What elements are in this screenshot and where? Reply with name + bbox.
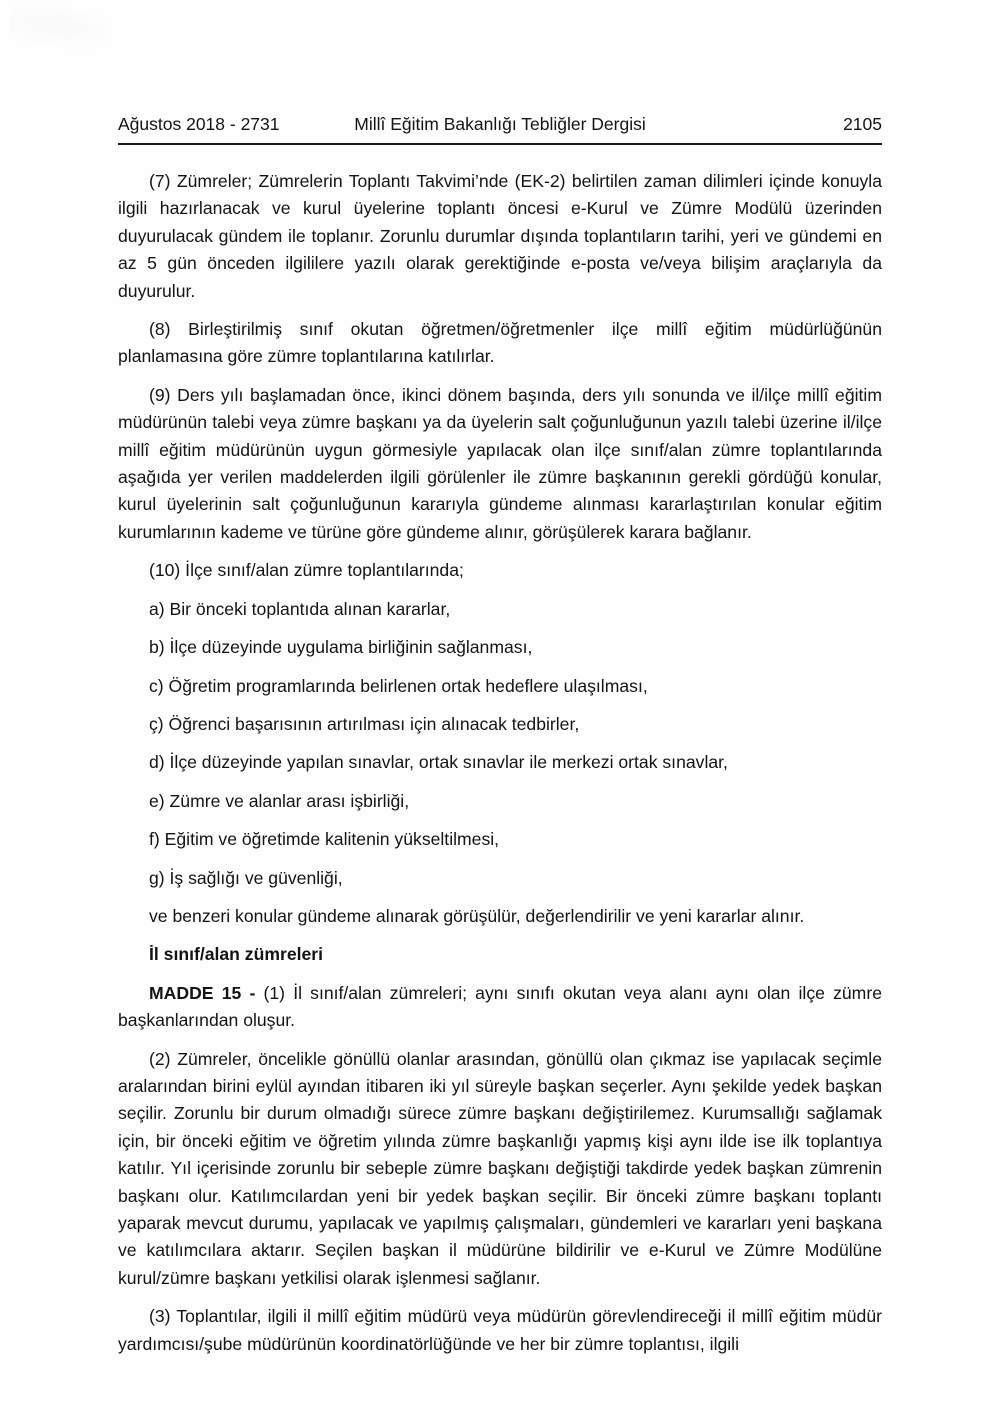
paragraph-8: (8) Birleştirilmiş sınıf okutan öğretmen/öğretmenler ilçe millî eğitim müdürlüğünün planlamasına göre zümre toplantılarına katılırlar. (118, 319, 882, 367)
paragraph-15-2: (2) Zümreler, öncelikle gönüllü olanlar arasından, gönüllü olan çıkmaz ise yapılacak seçimle aralarından birini eylül ayından itibaren iki yıl süreyle başkan seçerler. Aynı şekilde yedek başkan seçilir. Zorunlu bir durum olmadığı sürece zümre başkanı değiştirilemez. Kurumsallığı sağlamak için, bir önceki eğitim ve öğretim yılında zümre başkanlığı yapmış kişi aynı ilde ise ilk toplantıya katılır. Yıl içerisinde zorunlu bir sebeple zümre başkanı değiştiği takdirde yedek başkan zümrenin başkanı olur. Katılımcılardan yeni bir yedek başkan seçilir. Bir önceki zümre başkanı toplantı yaparak mevcut durumu, yapılacak ve yapılmış çalışmaları, gündemleri ve kararları yeni başkana ve katılımcılara aktarır. Seçilen başkan il müdürüne bildirilir ve e-Kurul ve Zümre Modülüne kurul/zümre başkanı yetkilisi olarak işlenmesi sağlanır. (118, 1048, 882, 1288)
madde-15-body: (1) İl sınıf/alan zümreleri; aynı sınıfı okutan veya alanı aynı olan ilçe zümre başkanlarından oluşur. (118, 982, 882, 1031)
header-publication-title: Millî Eğitim Bakanlığı Tebliğler Dergisi (354, 114, 646, 134)
list-item: b) İlçe düzeyinde uygulama birliğinin sağlanması, (149, 637, 533, 658)
list-item: a) Bir önceki toplantıda alınan kararlar, (149, 598, 451, 619)
list-item: d) İlçe düzeyinde yapılan sınavlar, ortak sınavlar ile merkezi ortak sınavlar, (149, 752, 728, 773)
document-body (118, 168, 882, 1369)
running-header (118, 113, 882, 135)
paragraph-15-3: (3) Toplantılar, ilgili il millî eğitim müdürü veya müdürün görevlendireceği il millî eğitim müdür yardımcısı/şube müdürünün koordinatörlüğünde ve her bir zümre toplantısı, ilgili (118, 1306, 882, 1354)
header-divider-rule (118, 143, 882, 145)
list-item: g) İş sağlığı ve güvenliği, (149, 867, 343, 888)
scan-artifact (10, 4, 106, 50)
list-item: f) Eğitim ve öğretimde kalitenin yükseltilmesi, (149, 829, 500, 850)
header-issue-date: Ağustos 2018 - 2731 (118, 114, 280, 134)
list-item: c) Öğretim programlarında belirlenen ortak hedeflere ulaşılması, (149, 675, 648, 696)
list-item: e) Zümre ve alanlar arası işbirliği, (149, 790, 410, 811)
section-heading: İl sınıf/alan zümreleri (149, 944, 324, 965)
header-page-number: 2105 (843, 114, 882, 134)
paragraph-9: (9) Ders yılı başlamadan önce, ikinci dönem başında, ders yılı sonunda ve il/ilçe millî eğitim müdürünün talebi veya zümre başkanı ya da üyelerin salt çoğunluğunun yazılı talebi üzerine il/ilçe millî eğitim müdürünün uygun görmesiyle yapılacak olan ilçe sınıf/alan zümre toplantılarında aşağıda yer verilen maddelerden ilgili görülenler ile zümre başkanının gerekli gördüğü konular, kurul üyelerinin salt çoğunluğunun kararıyla gündeme alınması kararlaştırılan konular eğitim kurumlarının kademe ve türüne göre gündeme alınır, görüşülerek karara bağlanır. (118, 384, 882, 542)
list-item: ç) Öğrenci başarısının artırılması için alınacak tedbirler, (149, 713, 580, 734)
list-closing-sentence: ve benzeri konular gündeme alınarak görüşülür, değerlendirilir ve yeni kararlar alınır. (149, 905, 805, 926)
madde-15-label: MADDE 15 - (149, 982, 264, 1003)
paragraph-10-intro: (10) İlçe sınıf/alan zümre toplantılarında; (149, 560, 464, 581)
paragraph-7: (7) Zümreler; Zümrelerin Toplantı Takvimi’nde (EK-2) belirtilen zaman dilimleri içinde konuyla ilgili hazırlanacak ve kurul üyelerine toplantı öncesi e-Kurul ve Zümre Modülü üzerinden duyurulacak gündem ile toplanır. Zorunlu durumlar dışında toplantıların tarihi, yeri ve gündemi en az 5 gün önceden ilgililere yazılı olarak gerektiğinde e-posta ve/veya bilişim araçlarıyla da duyurulur. (118, 171, 882, 301)
madde-15-paragraph-1 (118, 980, 882, 1035)
